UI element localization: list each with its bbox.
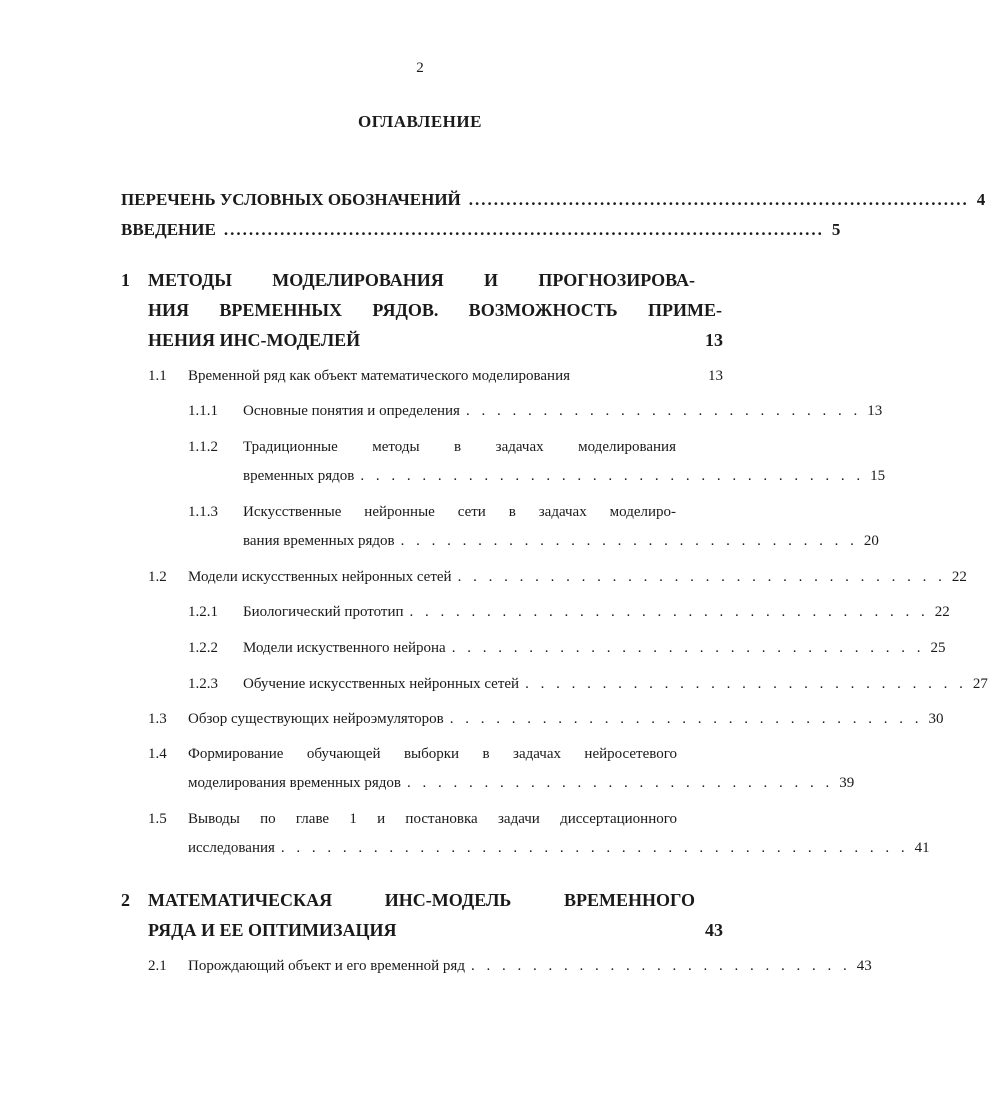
chapter-1-title-line-3[interactable]: НЕНИЯ ИНС-МОДЕЛЕЙ	[148, 330, 361, 350]
chapter-1-title-line-2[interactable]: НИЯ ВРЕМЕННЫХ РЯДОВ. ВОЗМОЖНОСТЬ ПРИМЕ-	[148, 300, 722, 320]
dot-leader: . . . . . . . . . . . . . . . . . . . . . . . . . . . . .	[525, 676, 967, 692]
chapter-2-number: 2	[121, 890, 130, 910]
section-1-2[interactable]	[188, 569, 967, 586]
subsection-number: 1.1.3	[188, 504, 218, 520]
section-page: 43	[856, 958, 872, 974]
dot-leader: . . . . . . . . . . . . . . . . . . . . . . . . . . . . . . .	[449, 711, 923, 727]
dot-leader: . . . . . . . . . . . . . . . . . . . . . . . . . . . .	[407, 775, 834, 791]
dot-leader: . . . . . . . . . . . . . . . . . . . . . . . . . . . . . .	[400, 533, 858, 549]
subsection-title: вания временных рядов	[243, 533, 395, 549]
section-page: 41	[914, 840, 930, 856]
toc-entry-abbreviations[interactable]	[121, 190, 986, 210]
subsection-title: Биологический прототип	[243, 604, 404, 620]
subsection-page: 25	[930, 640, 946, 656]
page-number: 2	[416, 60, 424, 76]
subsection-number: 1.2.3	[188, 676, 218, 692]
section-number: 1.1	[148, 368, 167, 384]
dot-leader: ................................................................................................	[223, 220, 824, 239]
subsection-title-1-1-3-line-1[interactable]: Искусственные нейронные сети в задачах моделиро-	[243, 504, 676, 520]
subsection-1-2-2[interactable]	[243, 640, 946, 657]
section-number: 1.3	[148, 711, 167, 727]
chapter-1-page: 13	[705, 330, 723, 350]
dot-leader: . . . . . . . . . . . . . . . . . . . . . . . . . . . . . . . .	[457, 569, 946, 585]
subsection-1-2-1[interactable]	[243, 604, 950, 621]
section-number: 2.1	[148, 958, 167, 974]
subsection-page: 13	[867, 403, 883, 419]
section-1-5-line-2[interactable]	[188, 840, 930, 857]
chapter-1-number: 1	[121, 270, 130, 290]
section-title: моделирования временных рядов	[188, 775, 401, 791]
section-page: 22	[951, 569, 967, 585]
subsection-title: временных рядов	[243, 468, 355, 484]
subsection-page: 15	[870, 468, 886, 484]
subsection-title-1-1-2-line-1[interactable]: Традиционные методы в задачах моделирования	[243, 439, 676, 455]
chapter-2-page: 43	[705, 920, 723, 940]
subsection-title: Обучение искусственных нейронных сетей	[243, 676, 520, 692]
section-page: 39	[839, 775, 855, 791]
subsection-number: 1.1.1	[188, 403, 218, 419]
subsection-title: Основные понятия и определения	[243, 403, 460, 419]
toc-title: ОГЛАВЛЕНИЕ	[358, 112, 482, 131]
subsection-1-1-3-line-2[interactable]	[243, 533, 879, 550]
section-number: 1.2	[148, 569, 167, 585]
subsection-page: 22	[934, 604, 950, 620]
subsection-page: 20	[863, 533, 879, 549]
subsection-1-2-3[interactable]	[243, 676, 988, 693]
subsection-title: Модели искуственного нейрона	[243, 640, 446, 656]
dot-leader: . . . . . . . . . . . . . . . . . . . . . . . . . . . . . . . . . . . . . . . . .	[280, 840, 909, 856]
toc-entry-label: ПЕРЕЧЕНЬ УСЛОВНЫХ ОБОЗНАЧЕНИЙ	[121, 190, 461, 209]
section-title: Обзор существующих нейроэмуляторов	[188, 711, 444, 727]
subsection-number: 1.1.2	[188, 439, 218, 455]
chapter-2-title-line-1[interactable]: МАТЕМАТИЧЕСКАЯ ИНС-МОДЕЛЬ ВРЕМЕННОГО	[148, 890, 695, 910]
section-title: исследования	[188, 840, 275, 856]
section-number: 1.5	[148, 811, 167, 827]
section-2-1[interactable]	[188, 958, 872, 975]
toc-entry-page: 5	[831, 220, 841, 239]
section-title: Модели искусственных нейронных сетей	[188, 569, 452, 585]
toc-entry-page: 4	[976, 190, 986, 209]
section-1-3[interactable]	[188, 711, 944, 728]
toc-entry-introduction[interactable]	[121, 220, 841, 240]
dot-leader: . . . . . . . . . . . . . . . . . . . . . . . . . .	[465, 403, 862, 419]
dot-leader: . . . . . . . . . . . . . . . . . . . . . . . . . . . . . . .	[451, 640, 925, 656]
subsection-number: 1.2.1	[188, 604, 218, 620]
section-number: 1.4	[148, 746, 167, 762]
section-page: 30	[928, 711, 944, 727]
subsection-1-1-2-line-2[interactable]	[243, 468, 886, 485]
chapter-2-title-line-2[interactable]: РЯДА И ЕЕ ОПТИМИЗАЦИЯ	[148, 920, 397, 940]
subsection-page: 27	[972, 676, 988, 692]
dot-leader: . . . . . . . . . . . . . . . . . . . . . . . . . . . . . . . . . .	[409, 604, 929, 620]
dot-leader: . . . . . . . . . . . . . . . . . . . . . . . . .	[470, 958, 851, 974]
section-title-1-4-line-1[interactable]: Формирование обучающей выборки в задачах нейросетевого	[188, 746, 677, 762]
subsection-number: 1.2.2	[188, 640, 218, 656]
section-title: Порождающий объект и его временной ряд	[188, 958, 465, 974]
section-title-1-5-line-1[interactable]: Выводы по главе 1 и постановка задачи диссертационного	[188, 811, 677, 827]
section-1-4-line-2[interactable]	[188, 775, 855, 792]
section-title-1-1[interactable]: Временной ряд как объект математического моделирования	[188, 368, 571, 384]
subsection-1-1-1[interactable]	[243, 403, 883, 420]
section-page: 13	[708, 368, 723, 384]
chapter-1-title-line-1[interactable]: МЕТОДЫ МОДЕЛИРОВАНИЯ И ПРОГНОЗИРОВА-	[148, 270, 695, 290]
toc-entry-label: ВВЕДЕНИЕ	[121, 220, 216, 239]
dot-leader: ................................................................................	[468, 190, 969, 209]
dot-leader: . . . . . . . . . . . . . . . . . . . . . . . . . . . . . . . . .	[360, 468, 865, 484]
